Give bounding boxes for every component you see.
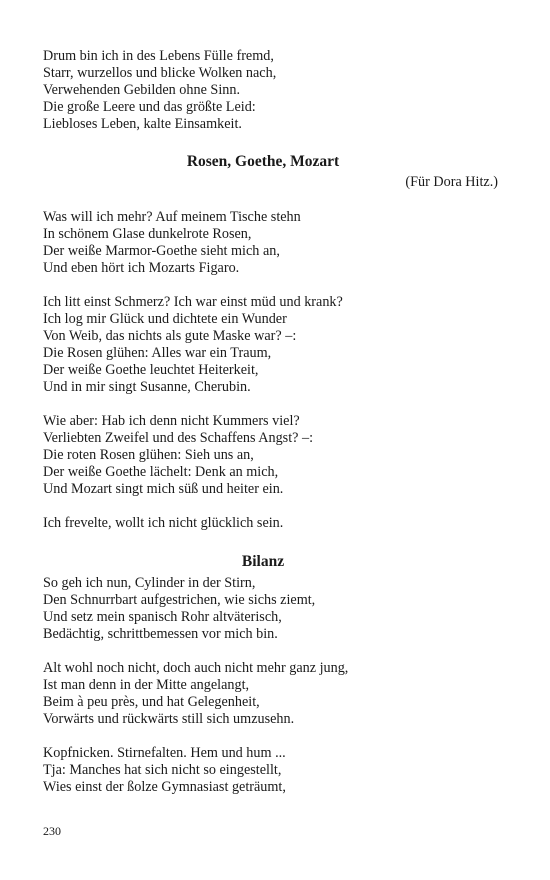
stanza: [43, 515, 483, 532]
verse-line: Ich litt einst Schmerz? Ich war einst müd und krank?: [43, 294, 343, 310]
stanza: [43, 745, 483, 796]
page-number: 230: [43, 824, 61, 838]
verse-line: Ich frevelte, wollt ich nicht glücklich sein.: [43, 515, 284, 531]
verse-line: So geh ich nun, Cylinder in der Stirn,: [43, 575, 256, 591]
verse-line: Und setz mein spanisch Rohr altväterisch,: [43, 609, 282, 625]
verse-line: Der weiße Goethe lächelt: Denk an mich,: [43, 464, 279, 480]
verse-line: Und eben hört ich Mozarts Figaro.: [43, 260, 240, 276]
verse-line: Ist man denn in der Mitte angelangt,: [43, 677, 250, 693]
verse-line: Liebloses Leben, kalte Einsamkeit.: [43, 116, 242, 132]
poem-title: Rosen, Goethe, Mozart: [186, 153, 340, 170]
verse-line: Was will ich mehr? Auf meinem Tische stehn: [43, 209, 301, 225]
verse-line: Tja: Manches hat sich nicht so eingestellt,: [43, 762, 282, 778]
verse-line: Drum bin ich in des Lebens Fülle fremd,: [43, 48, 274, 64]
verse-line: Wies einst der ßolze Gymnasiast geträumt,: [43, 779, 286, 795]
verse-line: Die roten Rosen glühen: Sieh uns an,: [43, 447, 254, 463]
verse-line: Ich log mir Glück und dichtete ein Wunder: [43, 311, 287, 327]
intro-stanza: [43, 48, 483, 133]
stanza: [43, 209, 483, 277]
verse-line: Vorwärts und rückwärts still sich umzusehn.: [43, 711, 295, 727]
verse-line: Kopfnicken. Stirnefalten. Hem und hum ...: [43, 745, 286, 761]
verse-line: Verwehenden Gebilden ohne Sinn.: [43, 82, 240, 98]
verse-line: Beim à peu près, und hat Gelegenheit,: [43, 694, 260, 710]
verse-line: Der weiße Marmor-Goethe sieht mich an,: [43, 243, 280, 259]
verse-line: Und Mozart singt mich süß und heiter ein.: [43, 481, 284, 497]
stanza: [43, 413, 483, 498]
dedication: (Für Dora Hitz.): [405, 174, 498, 190]
verse-line: In schönem Glase dunkelrote Rosen,: [43, 226, 252, 242]
stanza: [43, 575, 483, 643]
stanza: [43, 294, 483, 396]
poem-title: Bilanz: [241, 553, 285, 570]
verse-line: Starr, wurzellos und blicke Wolken nach,: [43, 65, 277, 81]
verse-line: Verliebten Zweifel und des Schaffens Angst? –:: [43, 430, 314, 446]
verse-line: Den Schnurrbart aufgestrichen, wie sichs ziemt,: [43, 592, 316, 608]
verse-line: Die Rosen glühen: Alles war ein Traum,: [43, 345, 272, 361]
verse-line: Die große Leere und das größte Leid:: [43, 99, 256, 115]
verse-line: Wie aber: Hab ich denn nicht Kummers viel?: [43, 413, 300, 429]
verse-line: Von Weib, das nichts als gute Maske war? –:: [43, 328, 297, 344]
page-text: [43, 48, 498, 796]
verse-line: Und in mir singt Susanne, Cherubin.: [43, 379, 251, 395]
verse-line: Alt wohl noch nicht, doch auch nicht mehr ganz jung,: [43, 660, 349, 676]
stanza: [43, 660, 483, 728]
verse-line: Bedächtig, schrittbemessen vor mich bin.: [43, 626, 278, 642]
verse-line: Der weiße Goethe leuchtet Heiterkeit,: [43, 362, 259, 378]
